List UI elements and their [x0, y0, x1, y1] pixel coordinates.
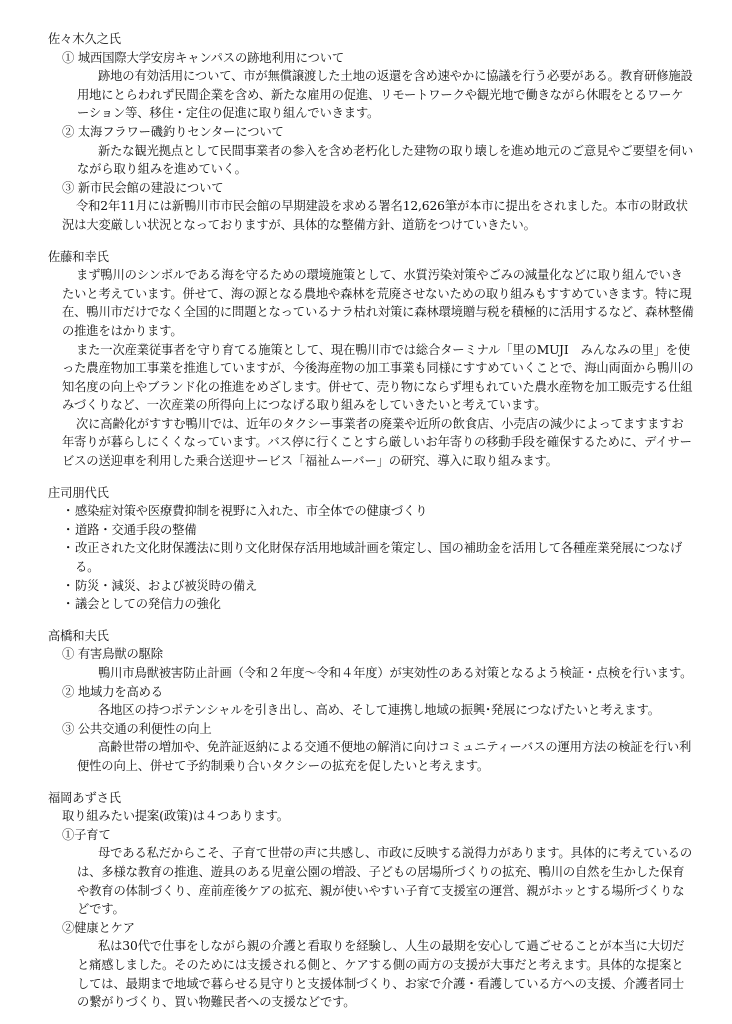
item-title: ① 城西国際大学安房キャンパスの跡地利用について: [62, 50, 345, 65]
speaker-name: 福岡あずさ氏: [48, 790, 121, 805]
section-sato: [48, 248, 694, 471]
item-title: ②健康とケア: [62, 920, 135, 935]
item-body: 鴨川市鳥獣被害防止計画（令和２年度〜令和４年度）が実効性のある対策となるよう検証・点検を行います。: [98, 666, 693, 680]
bullet-mark: ・: [62, 578, 75, 593]
item-body: 高齢世帯の増加や、免許証返納による交通不便地の解消に向けコミュニティーバスの運用方法の検証を行い利便性の向上、併せて予約制乗り合いタクシーの拡充を促したいと考えます。: [77, 740, 692, 773]
paragraph: また一次産業従事者を守り育てる施策として、現在鴨川市では総合ターミナル「里のMUJI みんなみの里」を使った農産物加工事業を推進していますが、今後海産物の加工事業も同様にすすめていくことで、海山両面から鴨川の知名度の向上やブランド化の推進をめざします。併せて、売り物にならず埋もれていた農水産物を加工販売する仕組みづくりなど、一次産業の所得向上につなげる取り組みをしていきたいと考えています。: [62, 342, 694, 413]
item-body: 私は30代で仕事をしながら親の介護と看取りを経験し、人生の最期を安心して過ごせることが本当に大切だと痛感しました。そのためには支援される側と、ケアする側の両方の支援が大事だと考えます。具体的な提案としては、最期まで地域で暮らせる見守りと支援体制づくり、お家で介護・看護している方への支援、介護者同士の繋がりづくり、買い物難民者への支援などです。: [77, 939, 685, 1010]
bullet-text: 道路・交通手段の整備: [75, 522, 197, 537]
item-body: 母である私だからこそ、子育て世帯の声に共感し、市政に反映する説得力があります。具体的に考えているのは、多様な教育の推進、遊具のある児童公園の増設、子どもの居場所づくりの拡充、鴨川の自然を生かした保育や教育の体制づくり、産前産後ケアの拡充、親が使いやすい子育て支援室の運営、親がホッとする場所づくりなどです。: [77, 846, 692, 917]
bullet-mark: ・: [62, 541, 75, 556]
paragraph: まず鴨川のシンボルである海を守るための環境施策として、水質汚染対策やごみの減量化などに取り組んでいきたいと考えています。併せて、海の源となる農地や森林を荒廃させないための取り組みもすすめていきます。特に現在、鴨川市だけでなく全国的に問題となっているナラ枯れ対策に森林環境贈与税を積極的に活用するなど、森林整備の推進をはかります。: [62, 268, 694, 338]
item-body: 新たな観光拠点として民間事業者の参入を含め老朽化した建物の取り壊しを進め地元のご意見やご要望を伺いながら取り組みを進めていく。: [77, 143, 694, 177]
section-shoji: [48, 484, 694, 614]
speaker-name: 高橋和夫氏: [48, 628, 109, 643]
bullet-mark: ・: [62, 597, 75, 612]
item-body: 各地区の持つポテンシャルを引き出し、高め、そして連携し地域の振興･発展につなげたいと考えます。: [98, 703, 660, 718]
speaker-name: 佐藤和幸氏: [48, 249, 109, 264]
item-title: ①子育て: [62, 827, 111, 842]
section-fukuoka: [48, 789, 694, 1012]
section-takahashi: [48, 627, 694, 776]
paragraph: 次に高齢化がすすむ鴨川では、近年のタクシー事業者の廃業や近所の飲食店、小売店の減少によってますますお年寄りが暮らしにくくなっています。バス停に行くことすら厳しいお年寄りの移動手段を確保するために、デイサービスの送迎車を利用した乗合送迎サービス「福祉ムーバー」の研究、導入に取り組みます。: [62, 416, 692, 469]
bullet-mark: ・: [62, 504, 75, 519]
item-title: ① 有害鳥獣の駆除: [62, 647, 163, 662]
item-title: ③ 公共交通の利便性の向上: [62, 721, 212, 736]
item-body: 跡地の有効活用について、市が無償譲渡した土地の返還を含め速やかに協議を行う必要がある。教育研修施設用地にとらわれず民間企業を含め、新たな雇用の促進、リモートワークや観光地で働きながら休暇をとるワーケーション等、移住・定住の促進に取り組んでいきます。: [77, 69, 693, 121]
section-sasaki: [48, 30, 694, 235]
bullet-text: 感染症対策や医療費抑制を視野に入れた、市全体での健康づくり: [75, 504, 428, 519]
bullet-item: [48, 521, 694, 540]
bullet-mark: ・: [62, 522, 75, 537]
item-body: 令和2年11月には新鴨川市市民会館の早期建設を求める署名12,626筆が本市に提出をされました。本市の財政状況は大変厳しい状況となっておりますが、具体的な整備方針、道筋をつけていきたい。: [62, 199, 688, 232]
bullet-item: [48, 502, 694, 521]
item-title: ② 太海フラワー磯釣りセンターについて: [62, 124, 284, 139]
item-title: ③ 新市民会館の建設について: [62, 180, 224, 195]
bullet-text: 防災・減災、および被災時の備え: [75, 578, 258, 593]
bullet-item: [48, 539, 694, 576]
item-title: ② 地域力を高める: [62, 684, 163, 699]
intro-text: 取り組みたい提案(政策)は４つあります。: [62, 809, 289, 824]
speaker-name: 庄司朋代氏: [48, 485, 109, 500]
bullet-item: [48, 577, 694, 596]
bullet-text: 議会としての発信力の強化: [75, 597, 221, 612]
speaker-name: 佐々木久之氏: [48, 32, 121, 46]
bullet-text: 改正された文化財保護法に則り文化財保存活用地域計画を策定し、国の補助金を活用して各種産業発展につなげる。: [75, 541, 683, 575]
bullet-item: [48, 595, 694, 614]
